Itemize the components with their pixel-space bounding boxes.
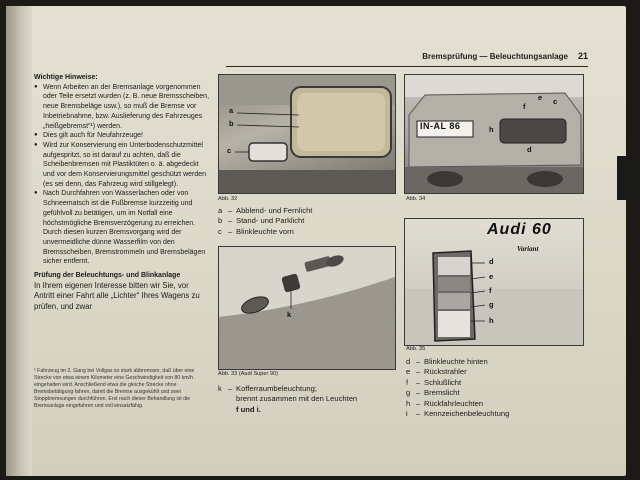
check-text: In Ihrem eigenen Interesse bitten wir Sie, vor Antritt einer Fahrt alle „Lichter“ Ihres Wagens zu prüfen, und zwar xyxy=(34,280,200,311)
page-number: 21 xyxy=(577,51,588,61)
figure-label: h xyxy=(489,316,494,325)
note-item: ● Wird zur Konservierung ein Unterbodenschutzmittel aufgespritzt, so ist darauf zu achten, daß die Scheibenbremsen mit Plastiktüten o. ä. abgedeckt und vor dem Konservierungsmittel geschützt werden (es sei denn, das Fahrzeug wird stillgelegt). xyxy=(43,141,210,190)
legend-text: f und i. xyxy=(236,404,261,414)
legend-key: e xyxy=(406,367,411,377)
page-header xyxy=(226,48,588,67)
legend-row xyxy=(218,405,357,415)
note-item: ● Wenn Arbeiten an der Bremsanlage vorgenommen oder Teile ersetzt wurden (z. B. neue Bremsscheiben, neue Bremsbeläge usw.), so muß die Bremse vor Inbetriebnahme, bzw. Auslieferung des Fahrzeuges „heißgebremst“¹) werden. xyxy=(43,83,210,132)
legend-text: Bremslicht xyxy=(424,388,460,398)
figure-caption: Abb. 32 xyxy=(218,196,238,202)
note-item: ● Dies gilt auch für Neufahrzeuge! xyxy=(43,131,210,141)
figure-label: d xyxy=(527,145,532,154)
legend-row: a – Abblend- und Fernlicht xyxy=(218,206,313,215)
legend-text: Blinkleuchte vorn xyxy=(236,226,294,236)
trunk-light-drawing xyxy=(219,247,395,369)
audi-badge: Audi 60 xyxy=(487,221,552,238)
note-continuation: Durch diesen kurzen Bremsvorgang wird der unvermeidliche dünne Wasserfilm von den Bremsscheiben, Bremstrommeln und Bremsbelägen sicher entfernt. xyxy=(43,229,206,266)
legend-text: brennt zusammen mit den Leuchten xyxy=(236,394,358,404)
legend-row: f – Schlußlicht xyxy=(406,377,462,387)
legend-key: h xyxy=(406,398,411,408)
legend-abb32 xyxy=(218,206,312,237)
legend-text: Rückfahrleuchten xyxy=(424,398,484,408)
legend-row: g – Bremslicht xyxy=(406,388,460,398)
rear-view-drawing xyxy=(405,75,583,193)
license-plate: IN-AL 86 xyxy=(420,121,461,131)
figure-label: k xyxy=(287,310,292,319)
legend-text: Blinkleuchte hinten xyxy=(424,357,488,366)
figure-label: g xyxy=(489,300,494,309)
legend-text: Schlußlicht xyxy=(424,377,462,387)
figure-label: e xyxy=(489,272,494,281)
legend-key: a xyxy=(218,206,223,215)
photo-front-headlight xyxy=(218,74,396,194)
figure-caption: Abb. 35 xyxy=(406,346,426,352)
legend-key: b xyxy=(218,216,223,226)
variant-script-badge: Variant xyxy=(517,245,539,253)
legend-key: f xyxy=(406,377,409,387)
legend-text: Stand- und Parklicht xyxy=(236,216,305,226)
figure-label: c xyxy=(553,97,558,106)
figure-label: f xyxy=(523,102,526,111)
legend-row: k – Kofferraumbeleuchtung; xyxy=(218,384,317,393)
footnote: ¹ Fahrzeug im 2. Gang bei Vollgas so stark abbremsen, daß über eine Strecke von etwa einem Kilometer eine Geschwindigkeit von 80 km/h eingehalten wird. Anschließend etwa die gleiche Strecke ohne Bremsbetätigung fahren, damit die Bremse ausgekühlt und zwei Stoppbremsungen durchführen. Erst nach dieser Behandlung ist die Bremsanlage eingefahren und voll einsatzfähig. xyxy=(34,368,195,409)
legend-row: e – Rückstrahler xyxy=(406,367,467,377)
legend-row: i – Kennzeichenbeleuchtung xyxy=(406,409,510,419)
section-title: Bremsprüfung — Beleuchtungsanlage xyxy=(422,52,568,61)
figure-caption: Abb. 34 xyxy=(406,196,426,202)
notes-heading: Wichtige Hinweise: xyxy=(34,74,98,81)
legend-text: Rückstrahler xyxy=(424,367,467,377)
photo-trunk-light xyxy=(218,246,396,370)
left-text-column xyxy=(34,73,210,312)
figure-label: e xyxy=(538,93,543,102)
note-item: ● Nach Durchfahren von Wasserlachen oder von Schneematsch ist die Fußbremse kurzzeitig und gefühlvoll zu betätigen, um im Notfall eine höchstmögliche Bremsverzögerung zu erreichen. xyxy=(43,189,210,228)
legend-row: h – Rückfahrleuchten xyxy=(406,398,484,408)
legend-text: Kennzeichenbeleuchtung xyxy=(424,409,510,419)
legend-abb35 xyxy=(406,357,509,419)
figure-label: h xyxy=(489,125,494,134)
legend-row: b – Stand- und Parklicht xyxy=(218,216,305,226)
figure-label: a xyxy=(229,106,234,115)
legend-text: Abblend- und Fernlicht xyxy=(236,206,313,215)
thumb-index-tab xyxy=(617,156,626,200)
legend-key: g xyxy=(406,388,411,398)
legend-key: d xyxy=(406,357,411,366)
figure-caption: Abb. 33 (Audi Super 90) xyxy=(218,371,279,377)
legend-key: i xyxy=(406,409,408,419)
legend-text: Kofferraumbeleuchtung; xyxy=(236,384,317,393)
page-spine xyxy=(6,6,32,476)
legend-row: c – Blinkleuchte vorn xyxy=(218,226,294,236)
check-heading: Prüfung der Beleuchtungs- und Blinkanlage xyxy=(34,272,181,280)
figure-label: f xyxy=(489,286,492,295)
legend-key: k xyxy=(218,384,222,393)
legend-key: c xyxy=(218,226,222,236)
legend-abb33 xyxy=(218,384,357,415)
legend-row: d – Blinkleuchte hinten xyxy=(406,357,488,366)
figure-label: d xyxy=(489,257,494,266)
photo-rear-view xyxy=(404,74,584,194)
notes-list xyxy=(34,83,210,229)
photo-rear-lamp-cluster xyxy=(404,218,584,346)
legend-row xyxy=(218,394,357,404)
front-headlight-drawing xyxy=(219,75,395,193)
figure-label: b xyxy=(229,119,234,128)
figure-label: c xyxy=(227,146,232,155)
